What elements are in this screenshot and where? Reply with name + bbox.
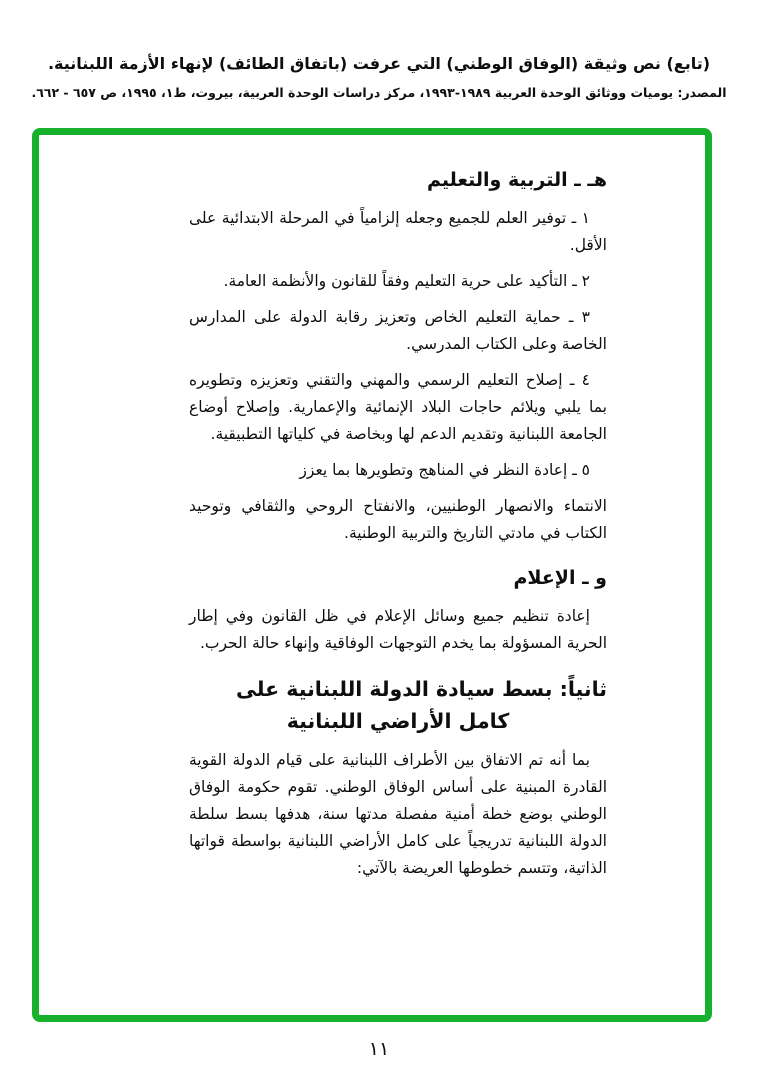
sovereignty-paragraph: بما أنه تم الاتفاق بين الأطراف اللبنانية على قيام الدولة القوية القادرة المبنية على أساس الوفاق الوطني. تقوم حكومة الوفاق الوطني بوضع خطة أمنية مفصلة مدتها سنة، هدفها بسط سلطة الدولة اللبنانية تدريجياً على كامل الأراضي اللبنانية بواسطة قواتها الذاتية، وتتسم خطوطها العريضة بالآتي:: [189, 751, 607, 877]
education-item-2: ٢ ـ التأكيد على حرية التعليم وفقاً للقانون والأنظمة العامة.: [223, 272, 590, 290]
education-item-1: ١ ـ توفير العلم للجميع وجعله إلزامياً في المرحلة الابتدائية على الأقل.: [189, 209, 607, 254]
page-number: ١١: [368, 1038, 390, 1060]
education-item-3: ٣ ـ حماية التعليم الخاص وتعزيز رقابة الدولة على المدارس الخاصة وعلى الكتاب المدرسي.: [189, 308, 607, 353]
section-heading-education: هـ ـ التربية والتعليم: [427, 169, 607, 191]
green-content-frame: [32, 128, 712, 1022]
section-heading-sovereignty: [189, 673, 607, 737]
education-item-5-continuation: الانتماء والانصهار الوطنيين، والانفتاح الروحي والثقافي وتوحيد الكتاب في مادتي التاريخ والتربية الوطنية.: [189, 497, 607, 542]
education-item-4: ٤ ـ إصلاح التعليم الرسمي والمهني والتقني وتعزيزه وتطويره بما يلبي ويلائم حاجات البلاد الإنمائية والإعمارية. وإصلاح أوضاع الجامعة اللبنانية وتقديم الدعم لها وبخاصة في كلياتها التطبيقية.: [189, 371, 607, 443]
header-source-citation: المصدر: يوميات ووثائق الوحدة العربية ١٩٨٩-١٩٩٣، مركز دراسات الوحدة العربية، بيروت، ط١، ١٩٩٥، ص ٦٥٧ - ٦٦٢.: [31, 85, 727, 100]
media-paragraph: إعادة تنظيم جميع وسائل الإعلام في ظل القانون وفي إطار الحرية المسؤولة بما يخدم التوجهات الوفاقية وإنهاء حالة الحرب.: [189, 607, 607, 652]
header-title: (تابع) نص وثيقة (الوفاق الوطني) التي عرفت (باتفاق الطائف) لإنهاء الأزمة اللبنانية.: [47, 54, 711, 73]
sovereignty-heading-line-2: كامل الأراضي اللبنانية: [286, 709, 510, 733]
sovereignty-heading-line-1: ثانياً: بسط سيادة الدولة اللبنانية على: [236, 677, 607, 701]
page-header: [18, 52, 740, 102]
document-body: [189, 165, 607, 891]
section-heading-media: و ـ الإعلام: [513, 567, 607, 589]
education-item-5: ٥ ـ إعادة النظر في المناهج وتطويرها بما يعزز: [299, 461, 590, 479]
